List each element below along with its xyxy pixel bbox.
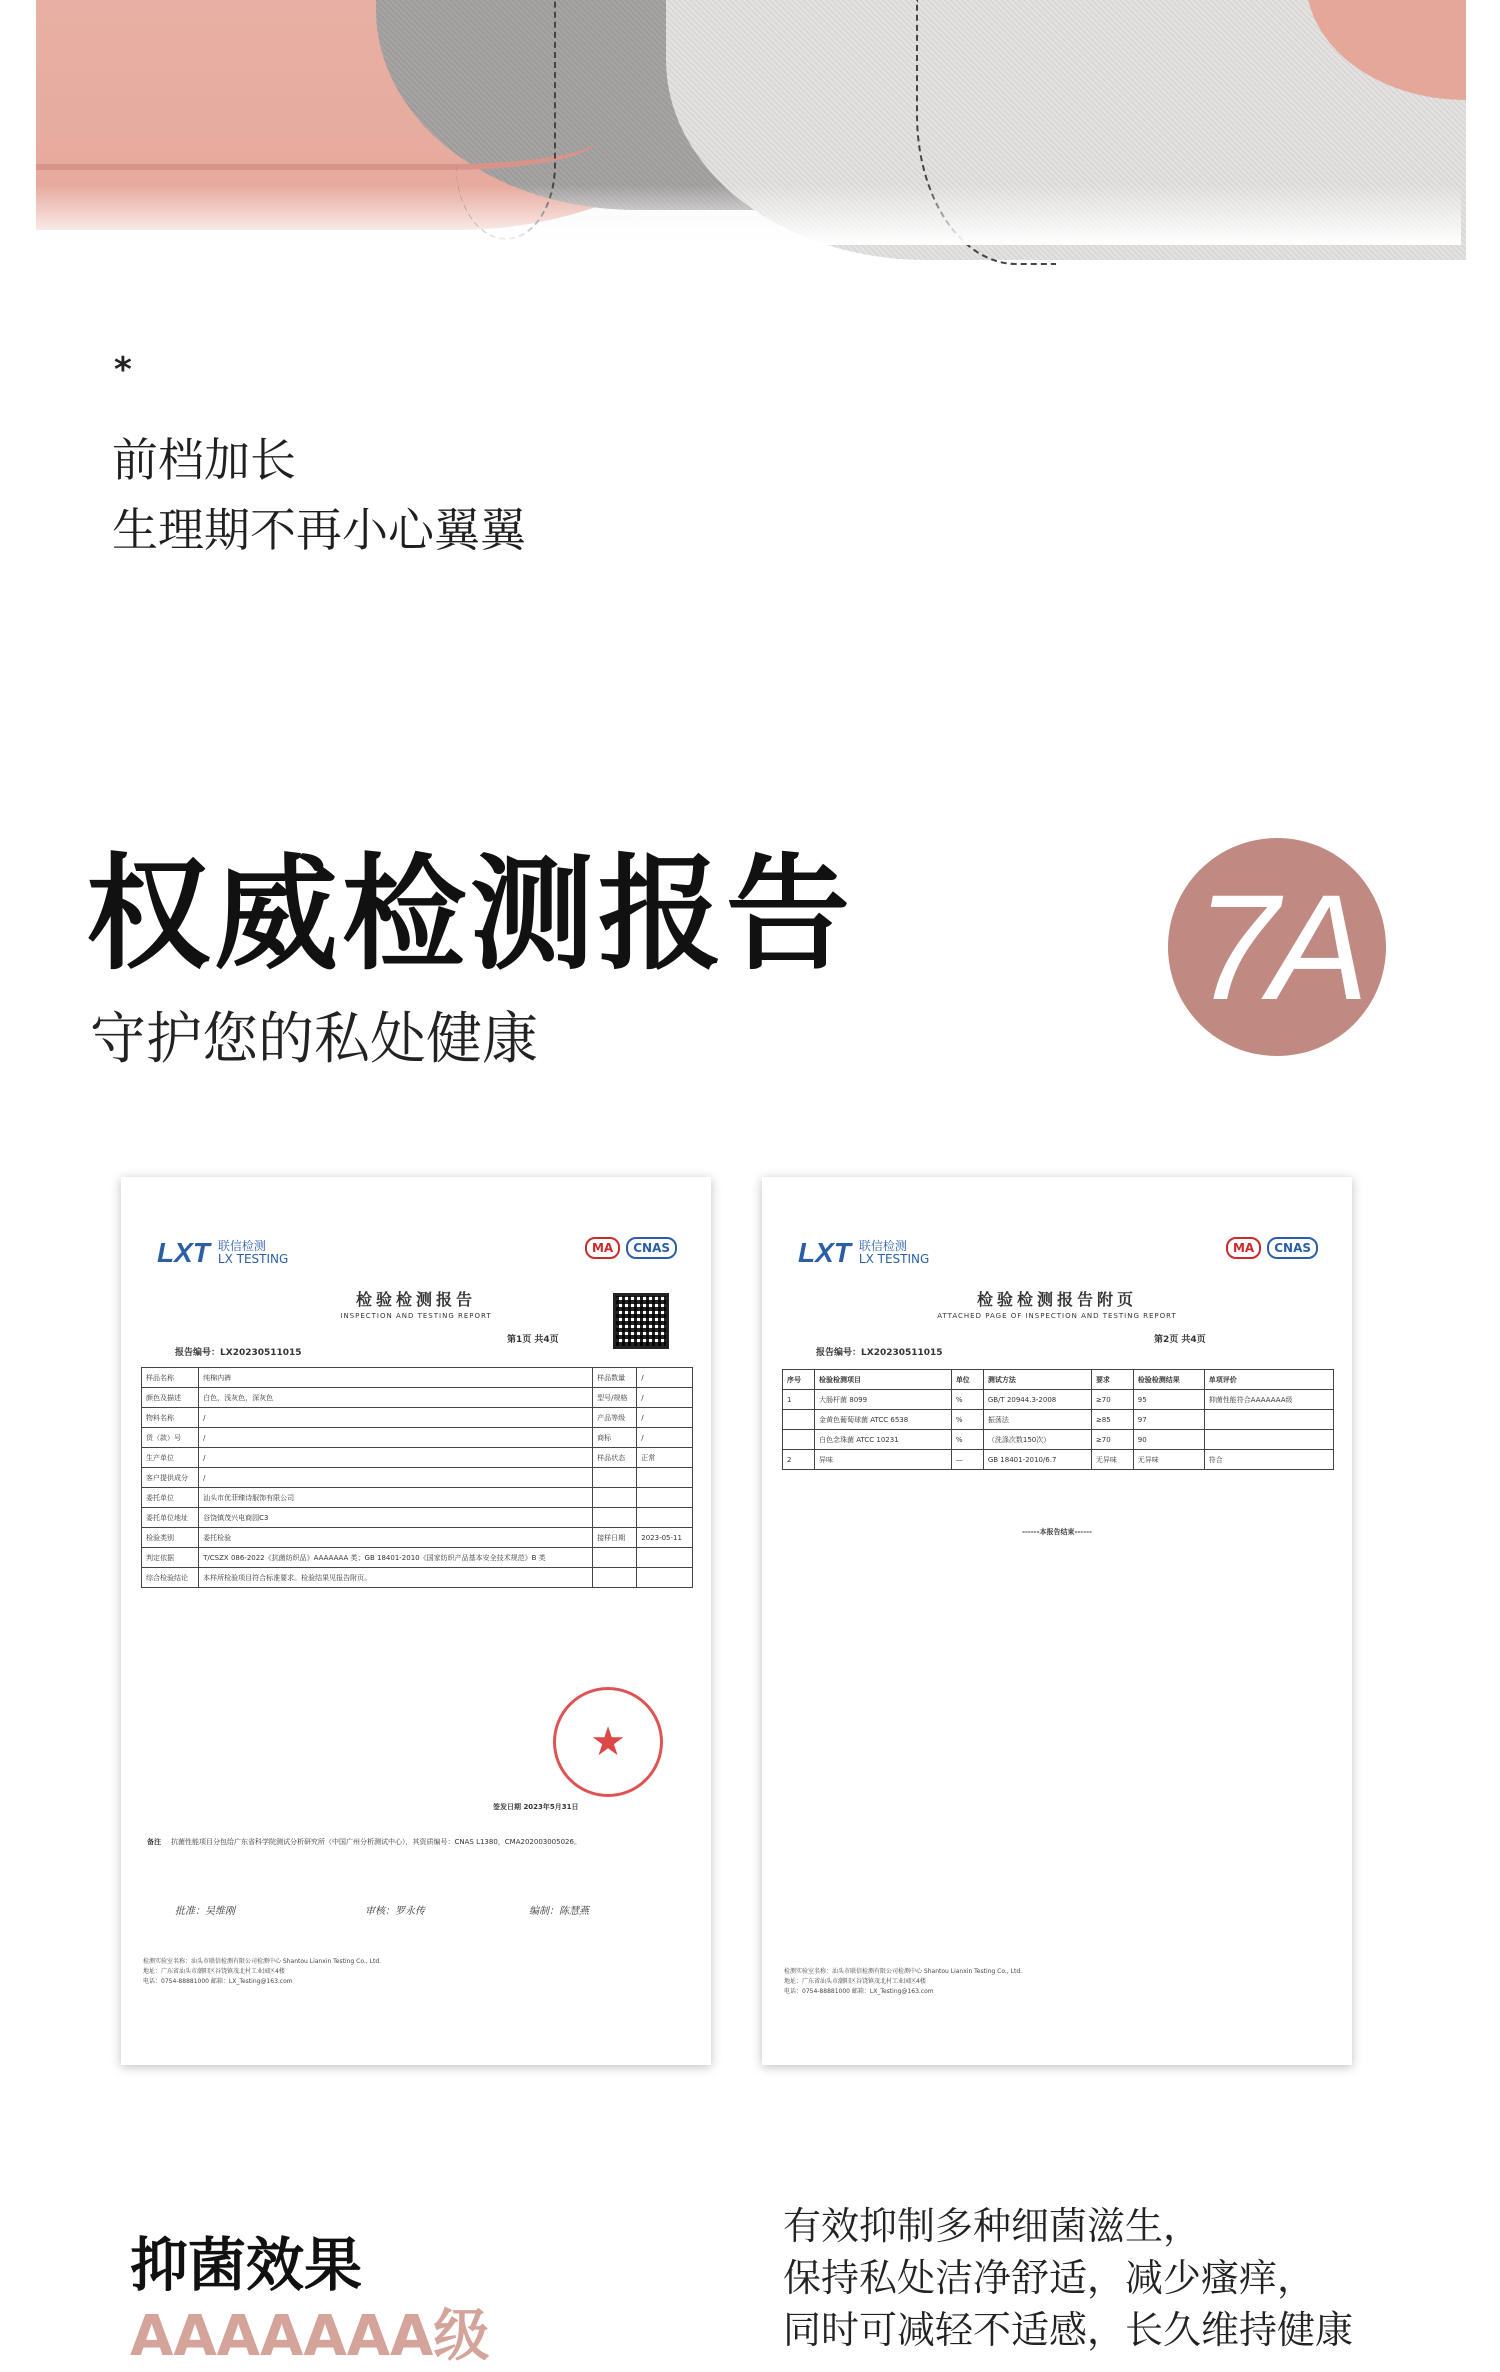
table-row <box>142 1488 693 1508</box>
lab-logo-mark: LXT <box>798 1237 851 1268</box>
feature-line-2: 生理期不再小心翼翼 <box>112 503 526 557</box>
table-cell <box>593 1568 637 1588</box>
table-cell: 检验类别 <box>142 1528 199 1548</box>
remark: 备注 抗菌性能项目分包给广东省科学院测试分析研究所（中国广州分析测试中心），其资质编号：CNAS L1380，CMA202003005026。 <box>147 1838 581 1846</box>
report-footer: 检测实验室名称：汕头市联信检测有限公司检测中心 Shantou Lianxin Testing Co., Ltd. 地址：广东省汕头市潮阳区谷饶镇茂北村工业园区4楼 电话：0754-88881000 邮箱：LX_Testing@163.com <box>784 1968 1023 1995</box>
table-cell: 纯棉内裤 <box>199 1368 593 1388</box>
table-cell: ≥70 <box>1091 1430 1133 1450</box>
table-cell: 生产单位 <box>142 1448 199 1468</box>
table-row <box>142 1508 693 1528</box>
table-cell: / <box>637 1428 693 1448</box>
report-table <box>141 1367 693 1588</box>
table-row <box>783 1390 1334 1410</box>
table-cell: （洗涤次数150次） <box>983 1430 1091 1450</box>
table-cell: 接样日期 <box>593 1528 637 1548</box>
table-cell: GB 18401-2010/6.7 <box>983 1450 1091 1470</box>
report-title-en: INSPECTION AND TESTING REPORT <box>340 1312 492 1320</box>
lab-logo <box>798 1237 929 1269</box>
table-cell: 95 <box>1133 1390 1204 1410</box>
compiler: 编制：陈慧燕 <box>529 1906 589 1917</box>
effect-line-1: 有效抑制多种细菌滋生， <box>783 2204 1202 2248</box>
table-cell <box>593 1468 637 1488</box>
table-row <box>142 1468 693 1488</box>
cma-mark: MA <box>585 1237 620 1259</box>
table-cell: 谷饶镇茂兴电商园C3 <box>199 1508 593 1528</box>
lab-logo-mark: LXT <box>157 1237 210 1268</box>
lab-name-en: LX TESTING <box>858 1252 930 1266</box>
lab-logo <box>157 1237 288 1269</box>
test-report-page-1 <box>121 1177 711 2065</box>
table-cell: 无异味 <box>1133 1450 1204 1470</box>
table-cell <box>1204 1410 1333 1430</box>
table-cell: / <box>637 1408 693 1428</box>
table-cell: / <box>199 1428 593 1448</box>
table-cell: 样品状态 <box>593 1448 637 1468</box>
table-cell: 汕头市优菲臻诗服饰有限公司 <box>199 1488 593 1508</box>
table-cell: 判定依据 <box>142 1548 199 1568</box>
report-title-en: ATTACHED PAGE OF INSPECTION AND TESTING REPORT <box>937 1312 1177 1320</box>
table-cell: 商标 <box>593 1428 637 1448</box>
table-cell <box>593 1508 637 1528</box>
table-cell: 90 <box>1133 1430 1204 1450</box>
table-cell: 客户提供成分 <box>142 1468 199 1488</box>
table-cell: ≥85 <box>1091 1410 1133 1430</box>
approver: 批准：吴维刚 <box>175 1906 235 1917</box>
report-number: 报告编号：LX20230511015 <box>816 1348 943 1358</box>
test-report-page-2 <box>762 1177 1352 2065</box>
table-row <box>783 1410 1334 1430</box>
cnas-mark: CNAS <box>626 1237 677 1259</box>
report-end-note: ------本报告结束------ <box>1022 1528 1092 1536</box>
table-cell: % <box>951 1390 983 1410</box>
effect-line-3: 同时可减轻不适感，长久维持健康 <box>783 2308 1354 2352</box>
cnas-mark: CNAS <box>1267 1237 1318 1259</box>
table-cell: 白色，浅灰色，深灰色 <box>199 1388 593 1408</box>
effect-description <box>783 2200 1353 2356</box>
lab-name-cn: 联信检测 <box>858 1239 907 1253</box>
table-row <box>142 1448 693 1468</box>
table-cell: 振荡法 <box>983 1410 1091 1430</box>
table-cell: 委托检验 <box>199 1528 593 1548</box>
table-cell: 综合检验结论 <box>142 1568 199 1588</box>
table-row <box>142 1368 693 1388</box>
table-header-row <box>783 1370 1334 1390</box>
table-cell: — <box>951 1450 983 1470</box>
section-subtitle: 守护您的私处健康 <box>90 1007 538 1072</box>
table-cell: 抑菌性能符合AAAAAAA级 <box>1204 1390 1333 1410</box>
table-cell: 型号/规格 <box>593 1388 637 1408</box>
qr-code-icon <box>613 1293 669 1349</box>
lab-name-en: LX TESTING <box>217 1252 289 1266</box>
reviewer: 审核：罗永传 <box>365 1906 425 1917</box>
table-header-cell: 检验检测项目 <box>815 1370 952 1390</box>
table-cell: 样品名称 <box>142 1368 199 1388</box>
page-number: 第1页 共4页 <box>507 1335 559 1345</box>
table-cell: / <box>199 1408 593 1428</box>
effect-line-2: 保持私处洁净舒适，减少瘙痒， <box>783 2256 1316 2300</box>
issue-date: 签发日期 2023年5月31日 <box>493 1803 579 1811</box>
table-cell: 符合 <box>1204 1450 1333 1470</box>
product-photo <box>36 0 1461 245</box>
effect-title: 抑菌效果 <box>130 2231 363 2299</box>
table-cell: 颜色及描述 <box>142 1388 199 1408</box>
lab-name-cn: 联信检测 <box>217 1239 266 1253</box>
table-cell: 本样所检验项目符合标准要求。检验结果见报告附页。 <box>199 1568 593 1588</box>
table-cell <box>637 1568 693 1588</box>
table-cell: 委托单位 <box>142 1488 199 1508</box>
table-cell: GB/T 20944.3-2008 <box>983 1390 1091 1410</box>
report-number: 报告编号：LX20230511015 <box>175 1348 302 1358</box>
table-cell <box>593 1488 637 1508</box>
feature-line-1: 前档加长 <box>112 433 296 487</box>
table-cell <box>637 1508 693 1528</box>
table-cell: 样品数量 <box>593 1368 637 1388</box>
table-cell: 金黄色葡萄球菌 ATCC 6538 <box>815 1410 952 1430</box>
table-row <box>142 1568 693 1588</box>
table-cell <box>783 1410 815 1430</box>
table-row <box>783 1430 1334 1450</box>
table-cell: 2 <box>783 1450 815 1470</box>
table-cell: 货（款）号 <box>142 1428 199 1448</box>
table-row <box>142 1528 693 1548</box>
table-cell <box>637 1548 693 1568</box>
feature-text <box>112 425 526 565</box>
table-row <box>142 1388 693 1408</box>
table-cell: T/CSZX 086-2022《抗菌纺织品》AAAAAAA 类；GB 18401-2010《国家纺织产品基本安全技术规范》B 类 <box>199 1548 593 1568</box>
table-header-cell: 检验检测结果 <box>1133 1370 1204 1390</box>
table-cell: 97 <box>1133 1410 1204 1430</box>
table-header-cell: 序号 <box>783 1370 815 1390</box>
pink-trim <box>1306 0 1466 100</box>
section-title: 权威检测报告 <box>86 843 855 987</box>
table-cell: 物料名称 <box>142 1408 199 1428</box>
cma-mark: MA <box>1226 1237 1261 1259</box>
table-cell <box>637 1488 693 1508</box>
table-cell: 委托单位地址 <box>142 1508 199 1528</box>
report-footer: 检测实验室名称：汕头市联信检测有限公司检测中心 Shantou Lianxin Testing Co., Ltd. 地址：广东省汕头市潮阳区谷饶镇茂北村工业园区4楼 电话：0754-88881000 邮箱：LX_Testing@163.com <box>143 1958 382 1985</box>
table-row <box>783 1450 1334 1470</box>
table-cell: / <box>637 1388 693 1408</box>
table-cell <box>593 1548 637 1568</box>
table-cell: / <box>637 1368 693 1388</box>
table-header-cell: 测试方法 <box>983 1370 1091 1390</box>
table-cell: / <box>199 1448 593 1468</box>
table-cell: % <box>951 1410 983 1430</box>
effect-grade: AAAAAAA级 <box>130 2304 490 2369</box>
table-row <box>142 1428 693 1448</box>
table-cell: 无异味 <box>1091 1450 1133 1470</box>
page-number: 第2页 共4页 <box>1154 1335 1206 1345</box>
table-cell: 正常 <box>637 1448 693 1468</box>
table-cell <box>1204 1430 1333 1450</box>
table-cell: 1 <box>783 1390 815 1410</box>
table-cell: % <box>951 1430 983 1450</box>
cert-marks <box>585 1237 677 1259</box>
table-row <box>142 1548 693 1568</box>
table-cell: 2023-05-11 <box>637 1528 693 1548</box>
table-cell <box>637 1468 693 1488</box>
table-header-cell: 要求 <box>1091 1370 1133 1390</box>
table-header-cell: 单项评价 <box>1204 1370 1333 1390</box>
table-header-cell: 单位 <box>951 1370 983 1390</box>
results-table <box>782 1369 1334 1470</box>
table-cell: 异味 <box>815 1450 952 1470</box>
table-cell: 大肠杆菌 8099 <box>815 1390 952 1410</box>
star-marker: * <box>114 350 132 390</box>
table-row <box>142 1408 693 1428</box>
report-title: 检验检测报告 <box>355 1290 476 1309</box>
table-cell: 白色念珠菌 ATCC 10231 <box>815 1430 952 1450</box>
cert-marks <box>1226 1237 1318 1259</box>
grade-badge: 7A <box>1168 838 1386 1056</box>
table-cell: / <box>199 1468 593 1488</box>
report-title: 检验检测报告附页 <box>976 1290 1137 1309</box>
table-cell: 产品等级 <box>593 1408 637 1428</box>
photo-fade <box>36 185 1461 245</box>
table-cell: ≥70 <box>1091 1390 1133 1410</box>
table-cell <box>783 1430 815 1450</box>
official-seal-icon: ★ <box>553 1687 663 1797</box>
